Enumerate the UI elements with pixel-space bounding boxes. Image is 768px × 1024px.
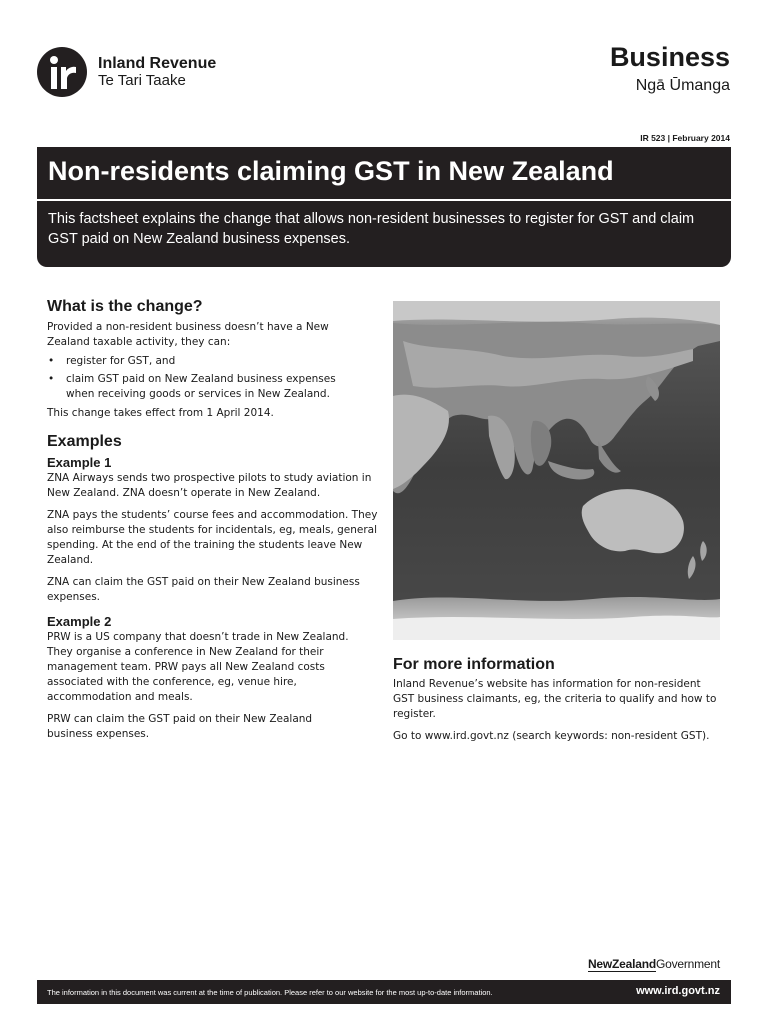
change-bullet-list [47, 354, 382, 402]
example-2-paragraph: PRW is a US company that doesn’t trade in New Zealand. They organise a conference in New Zealand for their management team. PRW pays all New Zealand costs associated with the conference, eg, venue hire, accommodation and meals. [47, 631, 349, 703]
example-1-paragraph: ZNA can claim the GST paid on their New Zealand business expenses. [47, 576, 360, 603]
example-1-paragraph: ZNA Airways sends two prospective pilots to study aviation in New Zealand. ZNA doesn’t operate in New Zealand. [47, 472, 372, 499]
more-info-heading: For more information [393, 656, 555, 673]
org-block [98, 55, 216, 89]
right-column [393, 656, 723, 744]
intro-box [37, 201, 731, 267]
section-title: Business [609, 42, 730, 72]
footer-bar [37, 980, 731, 1004]
inland-revenue-logo-icon [36, 46, 88, 98]
examples-heading: Examples [47, 433, 122, 450]
change-heading: What is the change? [47, 298, 203, 315]
nz-government-logo-word: Government [655, 957, 720, 971]
footer-note: The information in this document was current at the time of publication. Please refer to our website for the most up-to-date information. [47, 988, 493, 997]
world-map-image [393, 301, 720, 640]
org-name-maori: Te Tari Taake [98, 72, 186, 89]
nz-government-logo [588, 957, 720, 971]
example-1-title: Example 1 [47, 455, 112, 470]
document-reference: IR 523 | February 2014 [640, 133, 730, 143]
more-info-paragraph: Go to www.ird.govt.nz (search keywords: non-resident GST). [393, 730, 710, 742]
example-2-paragraph: PRW can claim the GST paid on their New Zealand business expenses. [47, 713, 313, 740]
nz-government-logo-nz: NewZealand [587, 957, 656, 971]
example-2-title: Example 2 [47, 614, 112, 629]
change-effective-date: This change takes effect from 1 April 2014. [47, 407, 274, 419]
org-name: Inland Revenue [98, 55, 217, 72]
title-bar [37, 147, 731, 199]
list-item: • claim GST paid on New Zealand business expenses when receiving goods or services in New Zealand. [47, 372, 357, 402]
list-item: • register for GST, and [47, 354, 382, 369]
page-title: Non-residents claiming GST in New Zealand [48, 156, 614, 186]
more-info-paragraph: Inland Revenue’s website has information for non-resident GST business claimants, eg, the criteria to qualify and how to register. [393, 678, 717, 720]
footer-website-link[interactable]: www.ird.govt.nz [636, 985, 720, 997]
left-column [47, 298, 382, 742]
example-1-paragraph: ZNA pays the students’ course fees and accommodation. They also reimburse the students for incidentals, eg, meals, general spending. At the end of the training the students leave New Zealand. [47, 509, 378, 566]
intro-text: This factsheet explains the change that allows non-resident businesses to register for GST and claim GST paid on New Zealand business expenses. [48, 211, 695, 247]
change-lead: Provided a non-resident business doesn’t have a New Zealand taxable activity, they can: [47, 321, 329, 348]
section-subtitle: Ngā Ūmanga [635, 77, 730, 94]
